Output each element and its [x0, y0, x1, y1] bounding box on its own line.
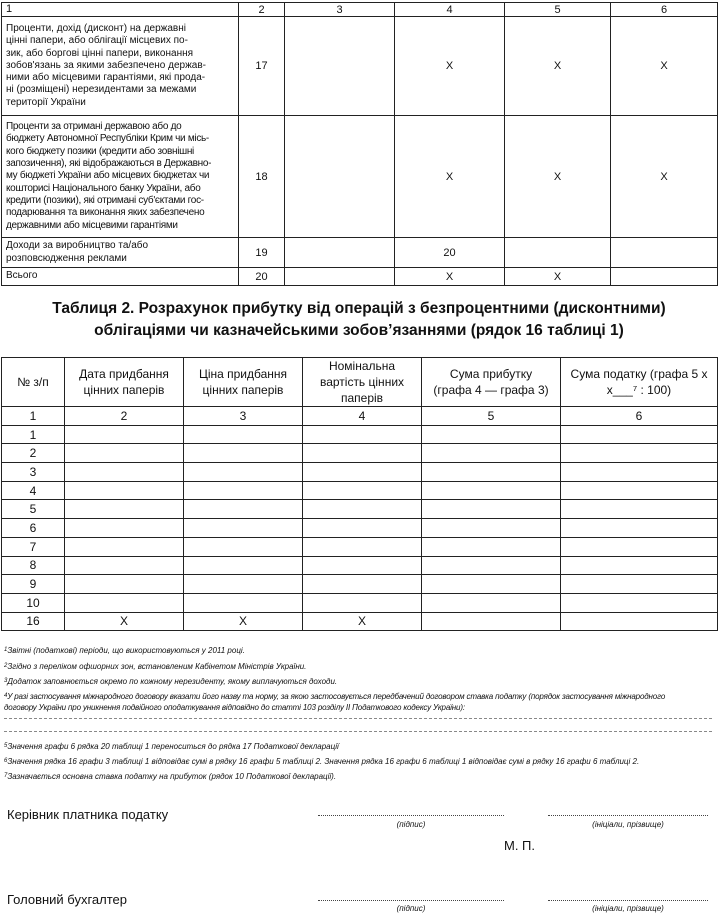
cell-tax-sum[interactable]: [561, 556, 718, 575]
t1-col-number: 3: [285, 3, 395, 17]
cell-purchase-price[interactable]: [184, 593, 303, 612]
description-line: розповсюдження реклами: [6, 252, 127, 264]
header-cell: [2, 358, 65, 407]
cell-purchase-date: X: [65, 612, 184, 631]
cell-col4: 20: [395, 238, 505, 268]
footnote-text: Значення рядка 16 графи 3 таблиці 1 відповідає сумі в рядку 16 графи 5 таблиці 2. Значення рядка 16 графи 6 таблиці 1 відповідає сумі в рядку 16 графи 6 таблиці 2.: [7, 757, 640, 766]
row-number: 9: [2, 575, 65, 594]
cell-tax-sum[interactable]: [561, 463, 718, 482]
description-line: Проценти, дохід (дисконт) на державні: [6, 22, 186, 34]
table-2-header: [2, 358, 718, 407]
row-description: [2, 268, 239, 286]
cell-purchase-price[interactable]: [184, 463, 303, 482]
row-number: 8: [2, 556, 65, 575]
cell-profit-sum[interactable]: [422, 575, 561, 594]
table-row: [2, 519, 718, 538]
cell-profit-sum[interactable]: [422, 537, 561, 556]
table-2-column-numbers: [2, 407, 718, 426]
row-code: 17: [239, 17, 285, 116]
footnote-4: [4, 691, 704, 713]
description-line: кого бюджету позики (кредити або зовнішні: [6, 145, 194, 157]
cell-nominal-value[interactable]: [303, 500, 422, 519]
cell-purchase-price[interactable]: [184, 575, 303, 594]
cell-nominal-value[interactable]: [303, 444, 422, 463]
row-description: [2, 116, 239, 238]
header-cell: [65, 358, 184, 407]
description-line: ними або місцевими гарантіями, які прода-: [6, 72, 206, 84]
header-line: вартість цінних: [319, 375, 405, 389]
footnote-marker: 4: [4, 693, 8, 699]
footnote-3: [4, 676, 704, 687]
cell-col3[interactable]: [285, 238, 395, 268]
footnote-text: Зазначається основна ставка податку на прибуток (рядок 10 Податкової декларації).: [7, 772, 337, 781]
table-row: [2, 500, 718, 519]
t2-col-number: 5: [422, 407, 561, 426]
cell-purchase-price[interactable]: [184, 444, 303, 463]
fill-line[interactable]: [4, 731, 712, 732]
header-cell: [303, 358, 422, 407]
cell-col5: X: [505, 268, 611, 286]
head-name-line[interactable]: [548, 815, 708, 816]
description-line: кредити (позики), які отримані суб'єктами гос-: [6, 194, 204, 206]
table-2-body: [2, 425, 718, 631]
fill-line[interactable]: [4, 718, 712, 719]
cell-col6[interactable]: [611, 268, 718, 286]
t2-col-number: 6: [561, 407, 718, 426]
t1-col-number: 2: [239, 3, 285, 17]
header-cell: [184, 358, 303, 407]
t2-col-number: 2: [65, 407, 184, 426]
table-row: [2, 556, 718, 575]
row-number: 5: [2, 500, 65, 519]
cell-purchase-date[interactable]: [65, 481, 184, 500]
t2-col-number: 4: [303, 407, 422, 426]
t2-col-number: 1: [2, 407, 65, 426]
cell-tax-sum[interactable]: [561, 519, 718, 538]
cell-col6: X: [611, 17, 718, 116]
cell-nominal-value[interactable]: [303, 593, 422, 612]
footnote-marker: 1: [4, 647, 8, 653]
table-row: [2, 116, 718, 238]
table-row: [2, 593, 718, 612]
cell-tax-sum[interactable]: [561, 444, 718, 463]
cell-tax-sum[interactable]: [561, 593, 718, 612]
cell-profit-sum[interactable]: [422, 612, 561, 631]
header-line: (графа 4 — графа 3): [433, 383, 549, 397]
cell-col3[interactable]: [285, 268, 395, 286]
cell-col4: X: [395, 116, 505, 238]
signature-caption: (підпис): [396, 904, 426, 913]
title-line: облігаціями чи казначейськими зобов’язаннями (рядок 16 таблиці 1): [94, 322, 624, 339]
cell-purchase-price[interactable]: [184, 519, 303, 538]
cell-purchase-price[interactable]: [184, 537, 303, 556]
row-number: 2: [2, 444, 65, 463]
table-row: [2, 238, 718, 268]
accountant-signature-line[interactable]: [318, 900, 504, 901]
footnote-text: Додаток заповнюється окремо по кожному нерезиденту, якому виплачуються доходи.: [7, 677, 338, 686]
cell-profit-sum[interactable]: [422, 500, 561, 519]
table-row: [2, 575, 718, 594]
cell-col3[interactable]: [285, 17, 395, 116]
cell-purchase-price: X: [184, 612, 303, 631]
description-line: запозичення), які відображаються в Державно-: [6, 158, 212, 170]
t1-col-number: 4: [395, 3, 505, 17]
cell-col5: X: [505, 116, 611, 238]
cell-purchase-price[interactable]: [184, 500, 303, 519]
cell-nominal-value: X: [303, 612, 422, 631]
signature-caption: (підпис): [396, 820, 426, 829]
cell-profit-sum[interactable]: [422, 556, 561, 575]
footnote-marker: 5: [4, 743, 8, 749]
footnote-marker: 3: [4, 678, 8, 684]
cell-profit-sum[interactable]: [422, 593, 561, 612]
header-line: паперів: [340, 391, 384, 405]
description-line: подарювання та виконання яких забезпечено: [6, 207, 205, 219]
row-number: 7: [2, 537, 65, 556]
table-2-title: [0, 298, 718, 342]
cell-tax-sum[interactable]: [561, 500, 718, 519]
footnote-text: Значення графи 6 рядка 20 таблиці 1 переноситься до рядка 17 Податкової декларації: [7, 742, 339, 751]
header-line: Дата придбання: [79, 367, 169, 381]
cell-tax-sum[interactable]: [561, 537, 718, 556]
cell-nominal-value[interactable]: [303, 556, 422, 575]
stamp-place: М. П.: [504, 838, 536, 853]
footnote-marker: 7: [4, 773, 8, 779]
cell-purchase-date[interactable]: [65, 425, 184, 444]
description-line: му бюджеті України або місцевих бюджетах чи: [6, 170, 210, 182]
cell-purchase-date[interactable]: [65, 463, 184, 482]
head-of-taxpayer-label: Керівник платника податку: [7, 807, 169, 822]
table-1-continuation: [1, 2, 718, 286]
header-line: Номінальна: [328, 359, 396, 373]
cell-col3[interactable]: [285, 116, 395, 238]
name-caption: (ініціали, прізвище): [592, 820, 664, 829]
row-number: 16: [2, 612, 65, 631]
cell-nominal-value[interactable]: [303, 519, 422, 538]
header-line: цінних паперів: [83, 383, 165, 397]
row-number: 1: [2, 425, 65, 444]
cell-nominal-value[interactable]: [303, 481, 422, 500]
cell-purchase-date[interactable]: [65, 593, 184, 612]
description-line: території України: [6, 96, 86, 108]
table-2: [1, 357, 718, 631]
cell-profit-sum[interactable]: [422, 481, 561, 500]
row-code: 20: [239, 268, 285, 286]
cell-profit-sum[interactable]: [422, 444, 561, 463]
cell-tax-sum[interactable]: [561, 575, 718, 594]
chief-accountant-label: Головний бухгалтер: [7, 892, 127, 907]
description-line: кошторисі Національного банку України, або: [6, 182, 201, 194]
cell-nominal-value[interactable]: [303, 463, 422, 482]
title-line: Таблиця 2. Розрахунок прибутку від операцій з безпроцентними (дисконтними): [52, 300, 666, 317]
footnote-text: Згідно з переліком офшорних зон, встановленим Кабінетом Міністрів України.: [7, 662, 307, 671]
header-line: № з/п: [17, 375, 49, 389]
cell-nominal-value[interactable]: [303, 537, 422, 556]
footnote-text: договору України про уникнення подвійного оподаткування відповідно до статті 103 розділу ІІ Податкового кодексу України):: [4, 703, 465, 712]
t1-col-number: 5: [505, 3, 611, 17]
cell-purchase-date[interactable]: [65, 556, 184, 575]
cell-purchase-date[interactable]: [65, 537, 184, 556]
row-number: 6: [2, 519, 65, 538]
head-signature-line[interactable]: [318, 815, 504, 816]
table-row: [2, 537, 718, 556]
cell-purchase-date[interactable]: [65, 575, 184, 594]
row-description: [2, 238, 239, 268]
header-cell: [422, 358, 561, 407]
cell-purchase-date[interactable]: [65, 444, 184, 463]
description-line: ні (розміщені) нерезидентами за межами: [6, 84, 197, 96]
table-row: [2, 481, 718, 500]
row-code: 19: [239, 238, 285, 268]
description-line: зобов'язань за якими забезпечено держав-: [6, 59, 206, 71]
description-line: Доходи за виробництво та/або: [6, 240, 149, 252]
header-line: Ціна придбання: [198, 367, 288, 381]
cell-purchase-date[interactable]: [65, 519, 184, 538]
row-number: 4: [2, 481, 65, 500]
table-1-column-numbers: [2, 3, 718, 17]
cell-purchase-price[interactable]: [184, 481, 303, 500]
header-line: х___⁷ : 100): [606, 383, 672, 397]
cell-purchase-price[interactable]: [184, 425, 303, 444]
name-caption: (ініціали, прізвище): [592, 904, 664, 913]
accountant-name-line[interactable]: [548, 900, 708, 901]
description-line: цінні папери, або облігації місцевих по-: [6, 35, 188, 47]
table-row: [2, 425, 718, 444]
description-line: зик, або боргові цінні папери, виконання: [6, 47, 194, 59]
table-row: [2, 463, 718, 482]
footnote-5: [4, 741, 704, 752]
header-line: цінних паперів: [202, 383, 284, 397]
cell-purchase-price[interactable]: [184, 556, 303, 575]
cell-profit-sum[interactable]: [422, 519, 561, 538]
cell-col4: X: [395, 17, 505, 116]
cell-tax-sum[interactable]: [561, 425, 718, 444]
footnote-text: Звітні (податкові) періоди, що використовуються у 2011 році.: [7, 646, 245, 655]
row-code: 18: [239, 116, 285, 238]
cell-col5[interactable]: [505, 238, 611, 268]
table-row-total: [2, 268, 718, 286]
footnote-marker: 2: [4, 663, 8, 669]
t1-col-number: 1: [2, 3, 239, 17]
table-row: [2, 17, 718, 116]
description-line: державними або місцевими гарантіями: [6, 219, 178, 231]
description-line: бюджету Автономної Республіки Крим чи місь-: [6, 133, 209, 145]
row-number: 10: [2, 593, 65, 612]
header-line: Сума податку (графа 5 х: [570, 367, 708, 381]
footnote-1: [4, 645, 704, 656]
cell-nominal-value[interactable]: [303, 575, 422, 594]
row-number: 3: [2, 463, 65, 482]
row-description: [2, 17, 239, 116]
table-row: [2, 612, 718, 631]
cell-col6: X: [611, 116, 718, 238]
cell-tax-sum[interactable]: [561, 612, 718, 631]
t1-col-number: 6: [611, 3, 718, 17]
cell-nominal-value[interactable]: [303, 425, 422, 444]
cell-profit-sum[interactable]: [422, 425, 561, 444]
header-line: Сума прибутку: [449, 367, 533, 381]
table-row: [2, 444, 718, 463]
cell-col5: X: [505, 17, 611, 116]
cell-col6[interactable]: [611, 238, 718, 268]
cell-col4: X: [395, 268, 505, 286]
footnote-2: [4, 661, 704, 672]
footnote-marker: 6: [4, 758, 8, 764]
header-cell: [561, 358, 718, 407]
t2-col-number: 3: [184, 407, 303, 426]
footnote-text: У разі застосування міжнародного договору вказати його назву та норму, за якою застосовується передбачений договором ставка податку (порядок застосування міжнародного: [7, 692, 666, 701]
cell-tax-sum[interactable]: [561, 481, 718, 500]
footnote-7: [4, 771, 704, 782]
cell-purchase-date[interactable]: [65, 500, 184, 519]
description-line: Всього: [6, 270, 38, 282]
footnote-6: [4, 756, 704, 767]
cell-profit-sum[interactable]: [422, 463, 561, 482]
description-line: Проценти за отримані державою або до: [6, 121, 182, 133]
